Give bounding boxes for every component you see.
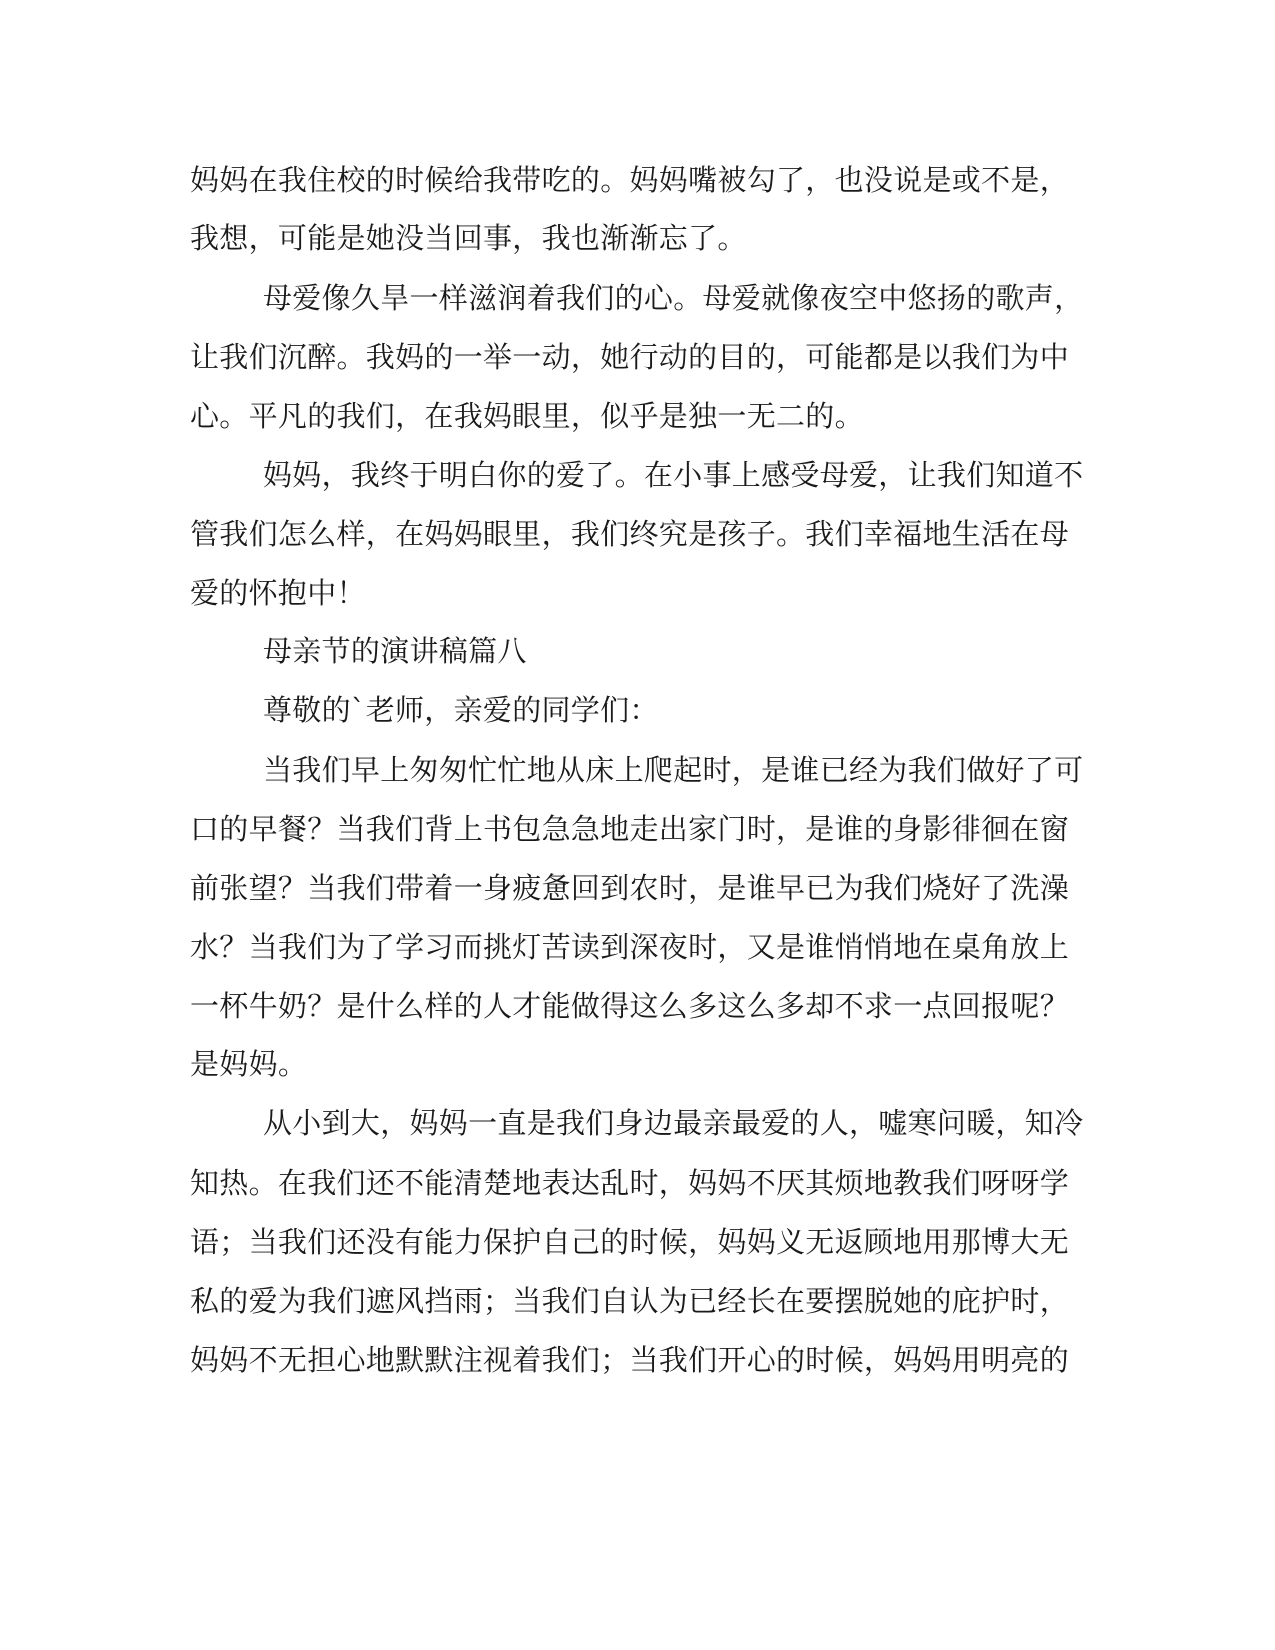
text-line: 口的早餐？当我们背上书包急急地走出家门时，是谁的身影徘徊在窗: [190, 812, 1070, 846]
text-line: 心。平凡的我们，在我妈眼里，似乎是独一无二的。: [190, 399, 864, 433]
text-line: 前张望？当我们带着一身疲惫回到农时，是谁早已为我们烧好了洗澡: [190, 871, 1070, 905]
text-line: 知热。在我们还不能清楚地表达乱时，妈妈不厌其烦地教我们呀呀学: [190, 1166, 1070, 1200]
text-line: 语；当我们还没有能力保护自己的时候，妈妈义无返顾地用那博大无: [190, 1225, 1070, 1259]
salutation: 尊敬的`老师，亲爱的同学们：: [263, 693, 659, 727]
text-line: 水？当我们为了学习而挑灯苦读到深夜时，又是谁悄悄地在桌角放上: [190, 930, 1070, 964]
paragraph-first-line: 妈妈，我终于明白你的爱了。在小事上感受母爱，让我们知道不: [263, 458, 1084, 492]
text-line: 妈妈不无担心地默默注视着我们；当我们开心的时候，妈妈用明亮的: [190, 1343, 1070, 1377]
text-line: 妈妈在我住校的时候给我带吃的。妈妈嘴被勾了，也没说是或不是，: [190, 163, 1070, 197]
paragraph-first-line: 母爱像久旱一样滋润着我们的心。母爱就像夜空中悠扬的歌声，: [263, 281, 1084, 315]
text-line: 私的爱为我们遮风挡雨；当我们自认为已经长在要摆脱她的庇护时，: [190, 1284, 1070, 1318]
paragraph-first-line: 从小到大，妈妈一直是我们身边最亲最爱的人，嘘寒问暖，知冷: [263, 1106, 1084, 1140]
text-line: 一杯牛奶？是什么样的人才能做得这么多这么多却不求一点回报呢？: [190, 989, 1070, 1023]
text-line: 让我们沉醉。我妈的一举一动，她行动的目的，可能都是以我们为中: [190, 340, 1070, 374]
text-line: 爱的怀抱中！: [190, 576, 366, 610]
section-heading: 母亲节的演讲稿篇八: [263, 634, 527, 668]
paragraph-first-line: 当我们早上匆匆忙忙地从床上爬起时，是谁已经为我们做好了可: [263, 753, 1084, 787]
text-line: 是妈妈。: [190, 1047, 308, 1081]
text-line: 管我们怎么样，在妈妈眼里，我们终究是孩子。我们幸福地生活在母: [190, 517, 1070, 551]
text-line: 我想，可能是她没当回事，我也渐渐忘了。: [190, 221, 747, 255]
